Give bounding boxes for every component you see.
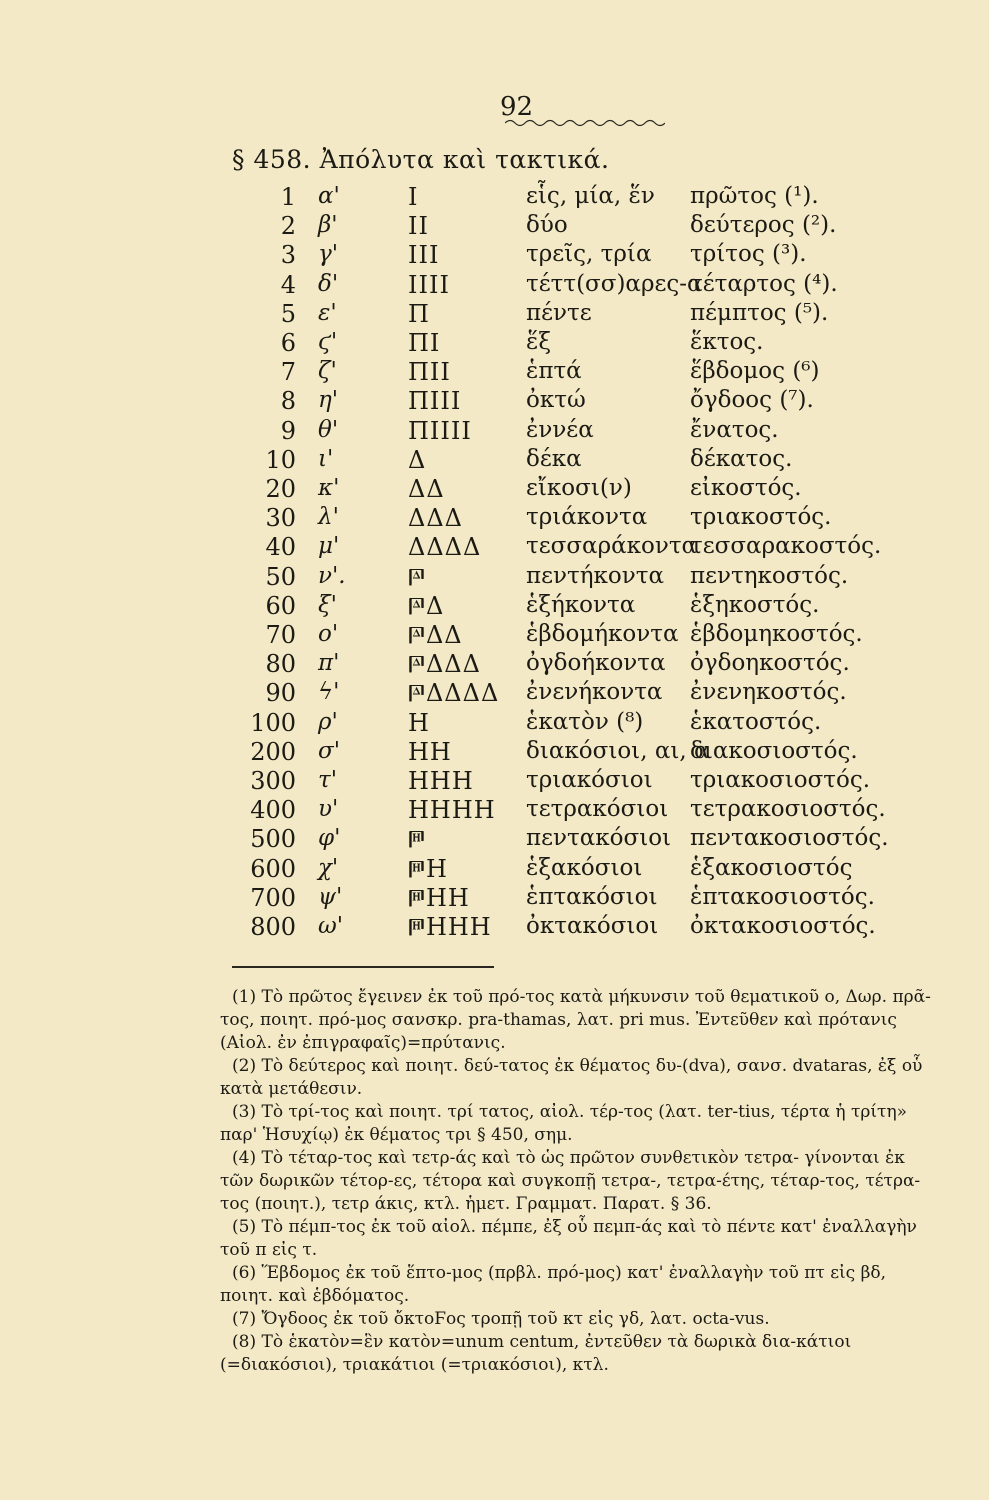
acrophonic-numeral: ΠΙ	[408, 329, 441, 357]
greek-numeral: ι'	[318, 445, 334, 472]
acrophonic-numeral: ΔΔΔ	[408, 504, 463, 533]
table-row	[0, 650, 989, 680]
table-row	[0, 300, 989, 330]
ordinal-word: τεσσαρακοστός.	[690, 533, 882, 560]
acrophonic-numeral: Δ	[408, 445, 427, 474]
acrophonic-numeral: ΠΙΙ	[408, 358, 451, 387]
cardinal-word: τριάκοντα	[526, 504, 648, 531]
greek-numeral: τ'	[318, 767, 338, 793]
acrophonic-numeral: ΗΗ	[408, 737, 452, 766]
arabic-numeral: 8	[280, 387, 296, 416]
arabic-numeral: 300	[250, 767, 296, 795]
footnote-5: (5) Τὸ πέμπ-τος ἐκ τοῦ αἰολ. πέμπε, ἐξ οὗ πεμπ-άς καὶ τὸ πέντε κατ' ἐναλλαγὴν τοῦ π εἰς τ.	[220, 1217, 917, 1260]
arabic-numeral: 700	[250, 883, 296, 912]
ordinal-word: τριακοστός.	[690, 504, 832, 531]
arabic-numeral: 10	[265, 445, 296, 474]
table-row	[0, 271, 989, 301]
table-row	[0, 709, 989, 739]
acrophonic-numeral: IIII	[408, 270, 450, 299]
cardinal-word: τετρακόσιοι	[526, 796, 669, 823]
table-row	[0, 417, 989, 447]
arabic-numeral: 90	[265, 679, 296, 708]
table-row	[0, 358, 989, 388]
greek-numeral: κ'	[318, 475, 340, 501]
cardinal-word: ἑκατὸν (⁸)	[526, 708, 644, 735]
acrophonic-numeral: 𐅅	[408, 825, 426, 854]
arabic-numeral: 4	[280, 270, 296, 299]
footnote-6: (6) Ἕβδομος ἐκ τοῦ ἕπτο-μος (πρβλ. πρό-μος) κατ' ἐναλλαγὴν τοῦ πτ εἰς βδ, ποιητ. καὶ ἑβδόματος.	[220, 1263, 887, 1306]
ordinal-word: ἑξακοσιοστός	[690, 854, 853, 881]
table-row	[0, 329, 989, 359]
page-number: 92	[500, 92, 534, 122]
footnote-2: (2) Τὸ δεύτερος καὶ ποιητ. δεύ-τατος ἐκ θέματος δυ-(dva), σανσ. dvataras, ἐξ οὗ κατὰ μετάθεσιν.	[220, 1056, 923, 1099]
arabic-numeral: 5	[280, 299, 296, 328]
acrophonic-numeral: 𐅄ΔΔΔΔ	[408, 679, 500, 708]
greek-numeral: ϛ'	[318, 329, 338, 355]
ordinal-word: ὄγδοος (⁷).	[690, 387, 814, 414]
greek-numeral: η'	[318, 387, 339, 414]
cardinal-word: διακόσιοι, αι, α	[526, 737, 710, 764]
table-row	[0, 475, 989, 505]
arabic-numeral: 800	[250, 913, 296, 941]
table-row	[0, 825, 989, 855]
greek-numeral: β'	[318, 212, 338, 239]
section-heading	[232, 145, 610, 174]
arabic-numeral: 500	[250, 825, 296, 854]
arabic-numeral: 2	[280, 212, 296, 241]
cardinal-word: ἕξ	[526, 329, 552, 355]
acrophonic-numeral: 𐅅ΗΗ	[408, 883, 470, 912]
greek-numeral: γ'	[318, 241, 339, 268]
table-row	[0, 796, 989, 826]
greek-numeral: ε'	[318, 299, 337, 326]
ordinal-word: ἔνατος.	[690, 416, 779, 443]
ordinal-word: ἐνενηκοστός.	[690, 679, 847, 706]
arabic-numeral: 3	[280, 241, 296, 270]
greek-numeral: φ'	[318, 825, 341, 852]
ordinal-word: ὀκτακοσιοστός.	[690, 913, 876, 939]
greek-numeral: ζ'	[318, 358, 337, 385]
ordinal-word: τριακοσιοστός.	[690, 767, 871, 793]
acrophonic-numeral: ΔΔ	[408, 475, 445, 503]
table-row	[0, 241, 989, 271]
arabic-numeral: 80	[265, 650, 296, 679]
cardinal-word: τέττ(σσ)αρες-α	[526, 270, 703, 297]
greek-numeral: ω'	[318, 913, 344, 939]
footnote-rule	[232, 966, 494, 968]
greek-numeral: ϟ'	[318, 679, 340, 706]
arabic-numeral: 1	[280, 183, 296, 211]
arabic-numeral: 40	[265, 533, 296, 562]
ordinal-word: ἑπτακοσιοστός.	[690, 883, 875, 910]
acrophonic-numeral: ΠΙΙΙ	[408, 387, 462, 416]
table-row	[0, 387, 989, 417]
cardinal-word: δύο	[526, 212, 568, 239]
section-title: Ἀπόλυτα καὶ τακτικά.	[319, 145, 610, 174]
acrophonic-numeral: 𐅄ΔΔ	[408, 621, 463, 649]
ordinal-word: τρίτος (³).	[690, 241, 807, 268]
footnote-8: (8) Τὸ ἑκατὸν=ἓν κατὸν=unum centum, ἐντεῦθεν τὰ δωρικὰ δια-κάτιοι (=διακόσιοι), τριακάτιοι (=τριακόσιοι), κτλ.	[220, 1332, 852, 1375]
greek-numeral: ρ'	[318, 708, 338, 735]
footnotes	[220, 986, 940, 1377]
acrophonic-numeral: ΗΗΗΗ	[408, 796, 496, 825]
ordinal-word: ἑξηκοστός.	[690, 591, 820, 618]
table-row	[0, 533, 989, 563]
table-row	[0, 563, 989, 593]
ordinal-word: δεύτερος (²).	[690, 212, 837, 239]
acrophonic-numeral: 𐅄ΔΔΔ	[408, 650, 481, 679]
ordinal-word: ἑβδομηκοστός.	[690, 621, 863, 647]
ordinal-word: δέκατος.	[690, 445, 793, 472]
ordinal-word: εἰκοστός.	[690, 475, 802, 501]
greek-numeral: ν'.	[318, 562, 346, 589]
ordinal-word: πρῶτος (¹).	[690, 183, 819, 209]
ordinal-word: τετρακοσιοστός.	[690, 796, 886, 823]
arabic-numeral: 7	[280, 358, 296, 387]
cardinal-word: ὀκτακόσιοι	[526, 913, 659, 939]
cardinal-word: εἴκοσι(ν)	[526, 475, 632, 501]
acrophonic-numeral: 𐅄Δ	[408, 591, 445, 620]
arabic-numeral: 600	[250, 854, 296, 883]
table-row	[0, 592, 989, 622]
cardinal-word: δέκα	[526, 445, 582, 472]
arabic-numeral: 100	[250, 708, 296, 737]
cardinal-word: ὀκτώ	[526, 387, 586, 414]
arabic-numeral: 60	[265, 591, 296, 620]
cardinal-word: τριακόσιοι	[526, 767, 653, 793]
greek-numeral: α'	[318, 183, 340, 209]
footnote-7: (7) Ὄγδοος ἐκ τοῦ ὄκτοϜος τροπῇ τοῦ κτ εἰς γδ, λατ. octa-vus.	[232, 1309, 770, 1329]
acrophonic-numeral: 𐅅Η	[408, 854, 448, 883]
table-row	[0, 446, 989, 476]
cardinal-word: ἐννέα	[526, 416, 594, 443]
greek-numeral: ο'	[318, 621, 339, 647]
cardinal-word: εἷς, μία, ἕν	[526, 183, 655, 209]
section-number: 458.	[253, 145, 312, 174]
acrophonic-numeral: Η	[408, 708, 430, 737]
acrophonic-numeral: ΠΙΙΙΙ	[408, 416, 472, 445]
ordinal-word: διακοσιοστός.	[690, 737, 858, 764]
acrophonic-numeral: II	[408, 212, 429, 241]
greek-numeral: δ'	[318, 270, 339, 297]
cardinal-word: πέντε	[526, 299, 592, 326]
arabic-numeral: 30	[265, 504, 296, 533]
footnote-4: (4) Τὸ τέταρ-τος καὶ τετρ-άς καὶ τὸ ὡς πρῶτον συνθετικὸν τετρα- γίνονται ἐκ τῶν δωρικῶν τέτορ-ες, τέτορα καὶ συγκοπῇ τετρα-, τετρα-έτης, τέταρ-τος, τέτρα-τος (ποιητ.), τετρ άκις, κτλ. ἡμετ. Γραμματ. Παρατ. § 36.	[220, 1148, 921, 1214]
greek-numeral: θ'	[318, 416, 339, 443]
greek-numeral: υ'	[318, 796, 339, 823]
ordinal-word: πέμπτος (⁵).	[690, 299, 829, 326]
table-row	[0, 504, 989, 534]
ordinal-word: τέταρτος (⁴).	[690, 270, 838, 297]
table-row	[0, 621, 989, 651]
page-number-ornament	[505, 118, 665, 128]
greek-numeral: χ'	[318, 854, 339, 881]
greek-numeral: ψ'	[318, 883, 343, 910]
cardinal-word: ἑπτακόσιοι	[526, 883, 658, 910]
table-row	[0, 913, 989, 943]
ordinal-word: ἕκτος.	[690, 329, 764, 355]
table-row	[0, 212, 989, 242]
greek-numeral: μ'	[318, 533, 340, 560]
table-row	[0, 738, 989, 768]
cardinal-word: τεσσαράκοντα	[526, 533, 698, 560]
cardinal-word: ἑπτά	[526, 358, 582, 385]
cardinal-word: ἑξήκοντα	[526, 591, 636, 618]
ordinal-word: πεντακοσιοστός.	[690, 825, 889, 852]
acrophonic-numeral: 𐅅ΗΗΗ	[408, 913, 492, 941]
table-row	[0, 855, 989, 885]
ordinal-word: πεντηκοστός.	[690, 562, 849, 589]
footnote-3: (3) Τὸ τρί-τος καὶ ποιητ. τρί τατος, αἰολ. τέρ-τος (λατ. ter-tius, τέρτα ἡ τρίτη» παρ' Ἡσυχίῳ) ἐκ θέματος τρι § 450, σημ.	[220, 1102, 908, 1145]
greek-numeral: σ'	[318, 737, 341, 764]
arabic-numeral: 9	[280, 416, 296, 445]
ordinal-word: ἑκατοστός.	[690, 708, 822, 735]
acrophonic-numeral: I	[408, 183, 419, 211]
arabic-numeral: 50	[265, 562, 296, 591]
arabic-numeral: 70	[265, 621, 296, 649]
table-row	[0, 884, 989, 914]
ordinal-word: ὀγδοηκοστός.	[690, 650, 850, 677]
acrophonic-numeral: Π	[408, 299, 430, 328]
arabic-numeral: 200	[250, 737, 296, 766]
footnote-1: (1) Τὸ πρῶτος ἔγεινεν ἐκ τοῦ πρό-τος κατὰ μήκυνσιν τοῦ θεματικοῦ ο, Δωρ. πρᾶ-τος, ποιητ. πρό-μος σανσκρ. pra-thamas, λατ. pri mus. Ἐντεῦθεν καὶ πρότανις (Αἰολ. ἐν ἐπιγραφαῖς)=πρύτανις.	[220, 987, 931, 1053]
section-symbol: §	[232, 145, 245, 174]
greek-numeral: λ'	[318, 504, 339, 531]
table-row	[0, 679, 989, 709]
acrophonic-numeral: ΔΔΔΔ	[408, 533, 482, 562]
cardinal-word: ἐνενήκοντα	[526, 679, 663, 706]
cardinal-word: ἑξακόσιοι	[526, 854, 643, 881]
arabic-numeral: 400	[250, 796, 296, 825]
greek-numeral: π'	[318, 650, 340, 677]
greek-numeral: ξ'	[318, 591, 337, 618]
cardinal-word: ὀγδοήκοντα	[526, 650, 666, 677]
table-row	[0, 767, 989, 797]
cardinal-word: ἑβδομήκοντα	[526, 621, 679, 647]
arabic-numeral: 6	[280, 329, 296, 357]
arabic-numeral: 20	[265, 475, 296, 503]
ordinal-word: ἕβδομος (⁶)	[690, 358, 820, 385]
table-row	[0, 183, 989, 213]
acrophonic-numeral: ΗΗΗ	[408, 767, 474, 795]
cardinal-word: πεντήκοντα	[526, 562, 664, 589]
acrophonic-numeral: III	[408, 241, 440, 270]
acrophonic-numeral: 𐅄	[408, 562, 426, 591]
cardinal-word: τρεῖς, τρία	[526, 241, 652, 268]
cardinal-word: πεντακόσιοι	[526, 825, 672, 852]
